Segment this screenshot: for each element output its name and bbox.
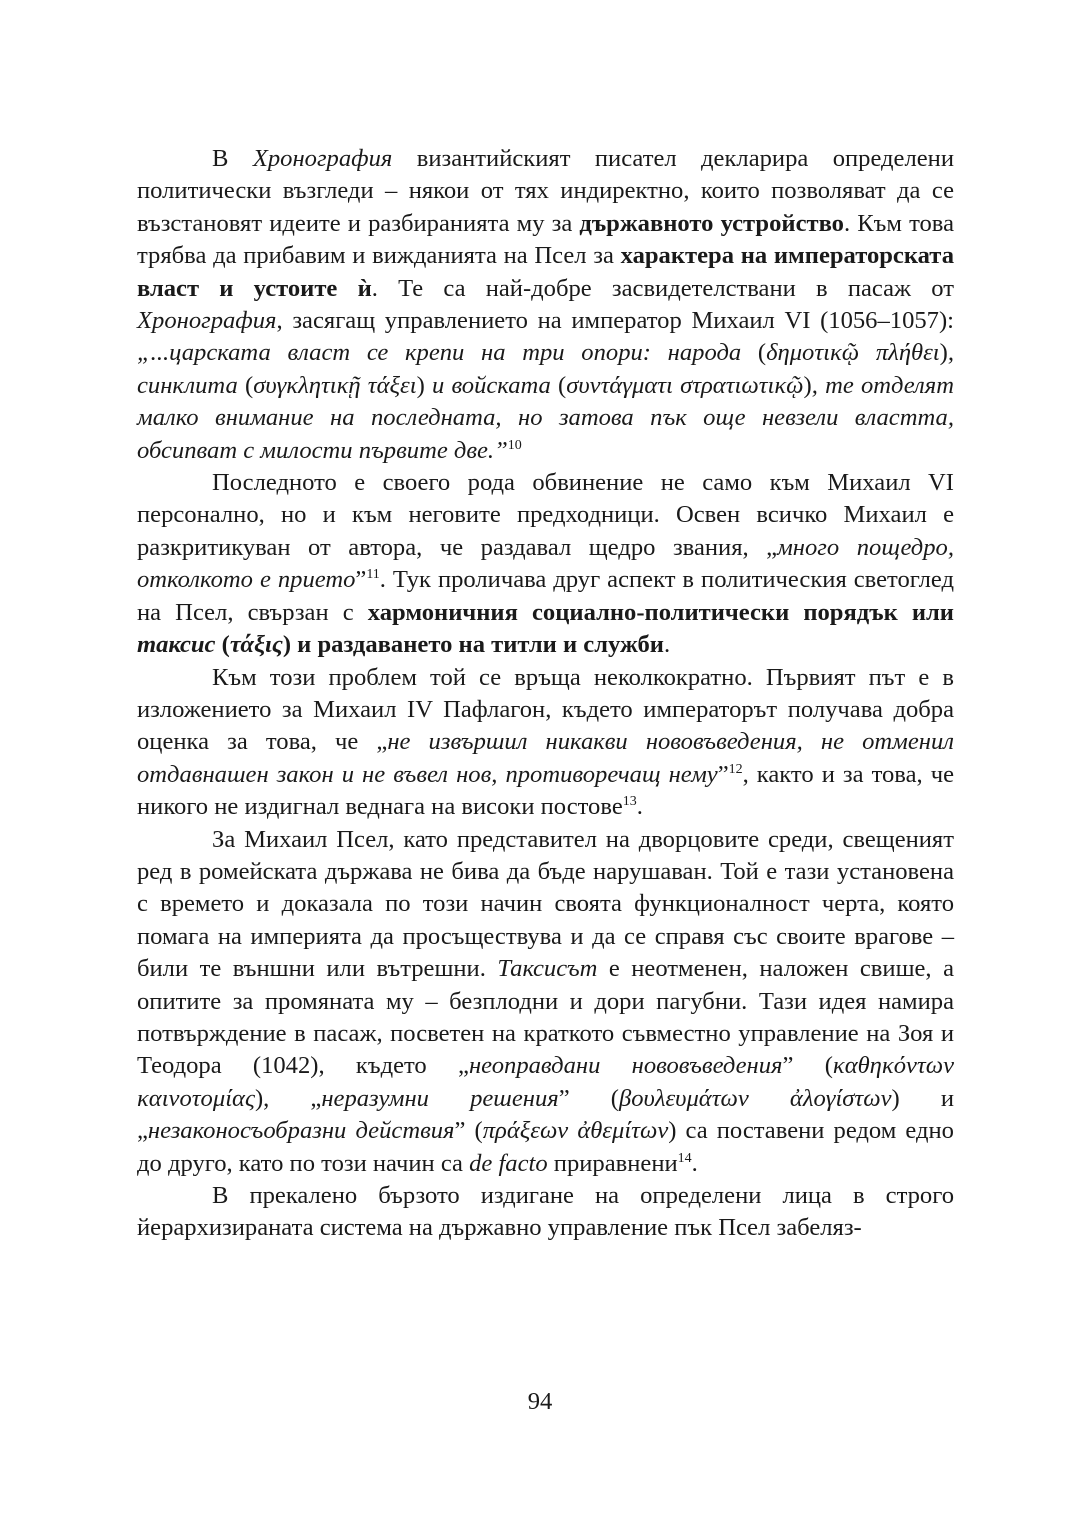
text-run: византийският писател декларира определени политически възгледи – някои от тях индиректно, които позволяват да се възстановят идеите и разбиранията му за	[137, 145, 954, 237]
text-run: много пощедро, отколкото е прието	[137, 533, 954, 594]
text-run: πράξεων ἀθεμίτων	[482, 1117, 669, 1145]
text-run: καθηκόντων καινοτομίας	[137, 1052, 954, 1112]
text-run: (	[741, 339, 767, 367]
text-run: В	[212, 145, 253, 172]
text-run: .	[636, 793, 643, 821]
text-run: (	[550, 371, 567, 399]
page-body	[137, 143, 954, 1245]
text-run: .	[663, 631, 671, 659]
paragraph	[137, 662, 954, 824]
text-run: )	[803, 371, 812, 399]
text-run: , както и за това, че никого не издигнал веднага на високи постове	[137, 760, 954, 821]
footnote-marker: 12	[728, 761, 743, 777]
text-run: неразумни решения	[321, 1084, 559, 1112]
text-run: приравнени	[547, 1149, 678, 1177]
text-run: ), „	[254, 1084, 322, 1112]
text-run: характера на императорската власт и устоите ѝ	[137, 242, 954, 302]
text-run: За Михаил Псел, като представител на дворцовите среди, свещеният ред в ромейската държава не бива да бъде нарушаван. Той е тази установена с времето и доказала по този начин своята функционалност черта, която помага на империята да просъществува и да се справя със своите врагове – били те външни или вътрешни.	[137, 825, 954, 983]
text-run: ” (	[782, 1052, 833, 1080]
text-run: (	[215, 631, 230, 659]
footnote-marker: 13	[622, 794, 637, 810]
paragraph	[137, 143, 954, 467]
text-run: , синклита	[137, 339, 954, 399]
paragraph	[137, 824, 954, 1180]
page-number: 94	[527, 1388, 553, 1415]
text-run: βουλευμάτων ἀλογίστων	[618, 1084, 892, 1112]
text-run: , засягащ управлението на император Михаил VI (1056–1057):	[276, 307, 954, 335]
text-run: ” (	[454, 1117, 483, 1145]
text-run: Хронография	[252, 145, 393, 172]
text-run: Хронография	[137, 307, 277, 335]
text-run: , те отделят малко внимание на последната, но затова пък още невзели властта, обсипват с милости първите две.”	[137, 371, 954, 464]
text-run: неоправдани нововъведения	[468, 1052, 783, 1080]
text-run: . Те са най-добре засвидетелствани в пасаж от	[371, 274, 954, 302]
text-run: държавното устройство	[579, 209, 844, 237]
text-run: . Към това трябва да прибавим и вижданията на Псел за	[137, 209, 955, 270]
footnote-marker: 11	[366, 567, 380, 583]
footnote-marker: 14	[677, 1150, 692, 1166]
footnote-marker: 10	[507, 437, 522, 453]
text-run: δημοτικῷ πλήθει	[766, 339, 940, 367]
text-run: не извършил никакви нововъведения, не отменил отдавнашен закон и не въвел нов, противоречащ нему	[137, 728, 954, 788]
text-run: )	[939, 339, 948, 367]
text-run: ) и „	[137, 1084, 955, 1145]
text-run: „...царската власт се крепи на три опори: народа	[137, 339, 742, 367]
paragraph	[137, 1180, 954, 1245]
text-run: незаконосъобразни действия	[147, 1117, 455, 1145]
text-run: Към този проблем той се връща неколкократно. Първият път е в изложението за Михаил IV Пафлагон, където императорът получава добра оценка за това, че „	[137, 663, 954, 756]
text-run: τάξις	[229, 631, 283, 659]
paragraph	[137, 467, 954, 661]
text-run: ”	[355, 566, 367, 594]
text-run: συγκλητικῇ τάξει	[253, 371, 417, 399]
text-run: хармоничния социално-политически порядък или	[367, 598, 954, 626]
text-run: συντάγματι στρατιωτικῷ	[566, 371, 804, 399]
text-run: ) са поставени редом едно до друго, като по този начин са	[137, 1117, 954, 1177]
text-run: и войската	[431, 371, 551, 399]
text-run: таксис	[137, 631, 216, 659]
text-run: В прекалено бързото издигане на определени лица в строго йерархизираната система на държавно управление пък Псел забеляз-	[137, 1182, 954, 1242]
text-run: ” (	[558, 1084, 619, 1112]
text-run: de facto	[469, 1149, 548, 1177]
text-run: е неотменен, наложен свише, а опитите за промяната му – безплодни и дори пагубни. Тази идея намира потвърждение в пасаж, посветен на краткото съвместно управление на Зоя и Теодора (1042), където „	[137, 955, 954, 1080]
text-run: Последното е своего рода обвинение не само към Михаил VI персонално, но и към неговите предходници. Освен всичко Михаил е разкритикуван от автора, че раздавал щедро звания, „	[137, 469, 954, 561]
text-run: (	[237, 371, 254, 399]
text-run: ) и раздаването на титли и служби	[282, 631, 664, 659]
text-run: . Тук проличава друг аспект в политическия светоглед на Псел, свързан с	[137, 566, 954, 626]
text-run: Таксисът	[497, 955, 598, 983]
text-run: ”	[717, 760, 729, 788]
text-run: )	[416, 371, 432, 399]
text-run: .	[691, 1149, 698, 1177]
